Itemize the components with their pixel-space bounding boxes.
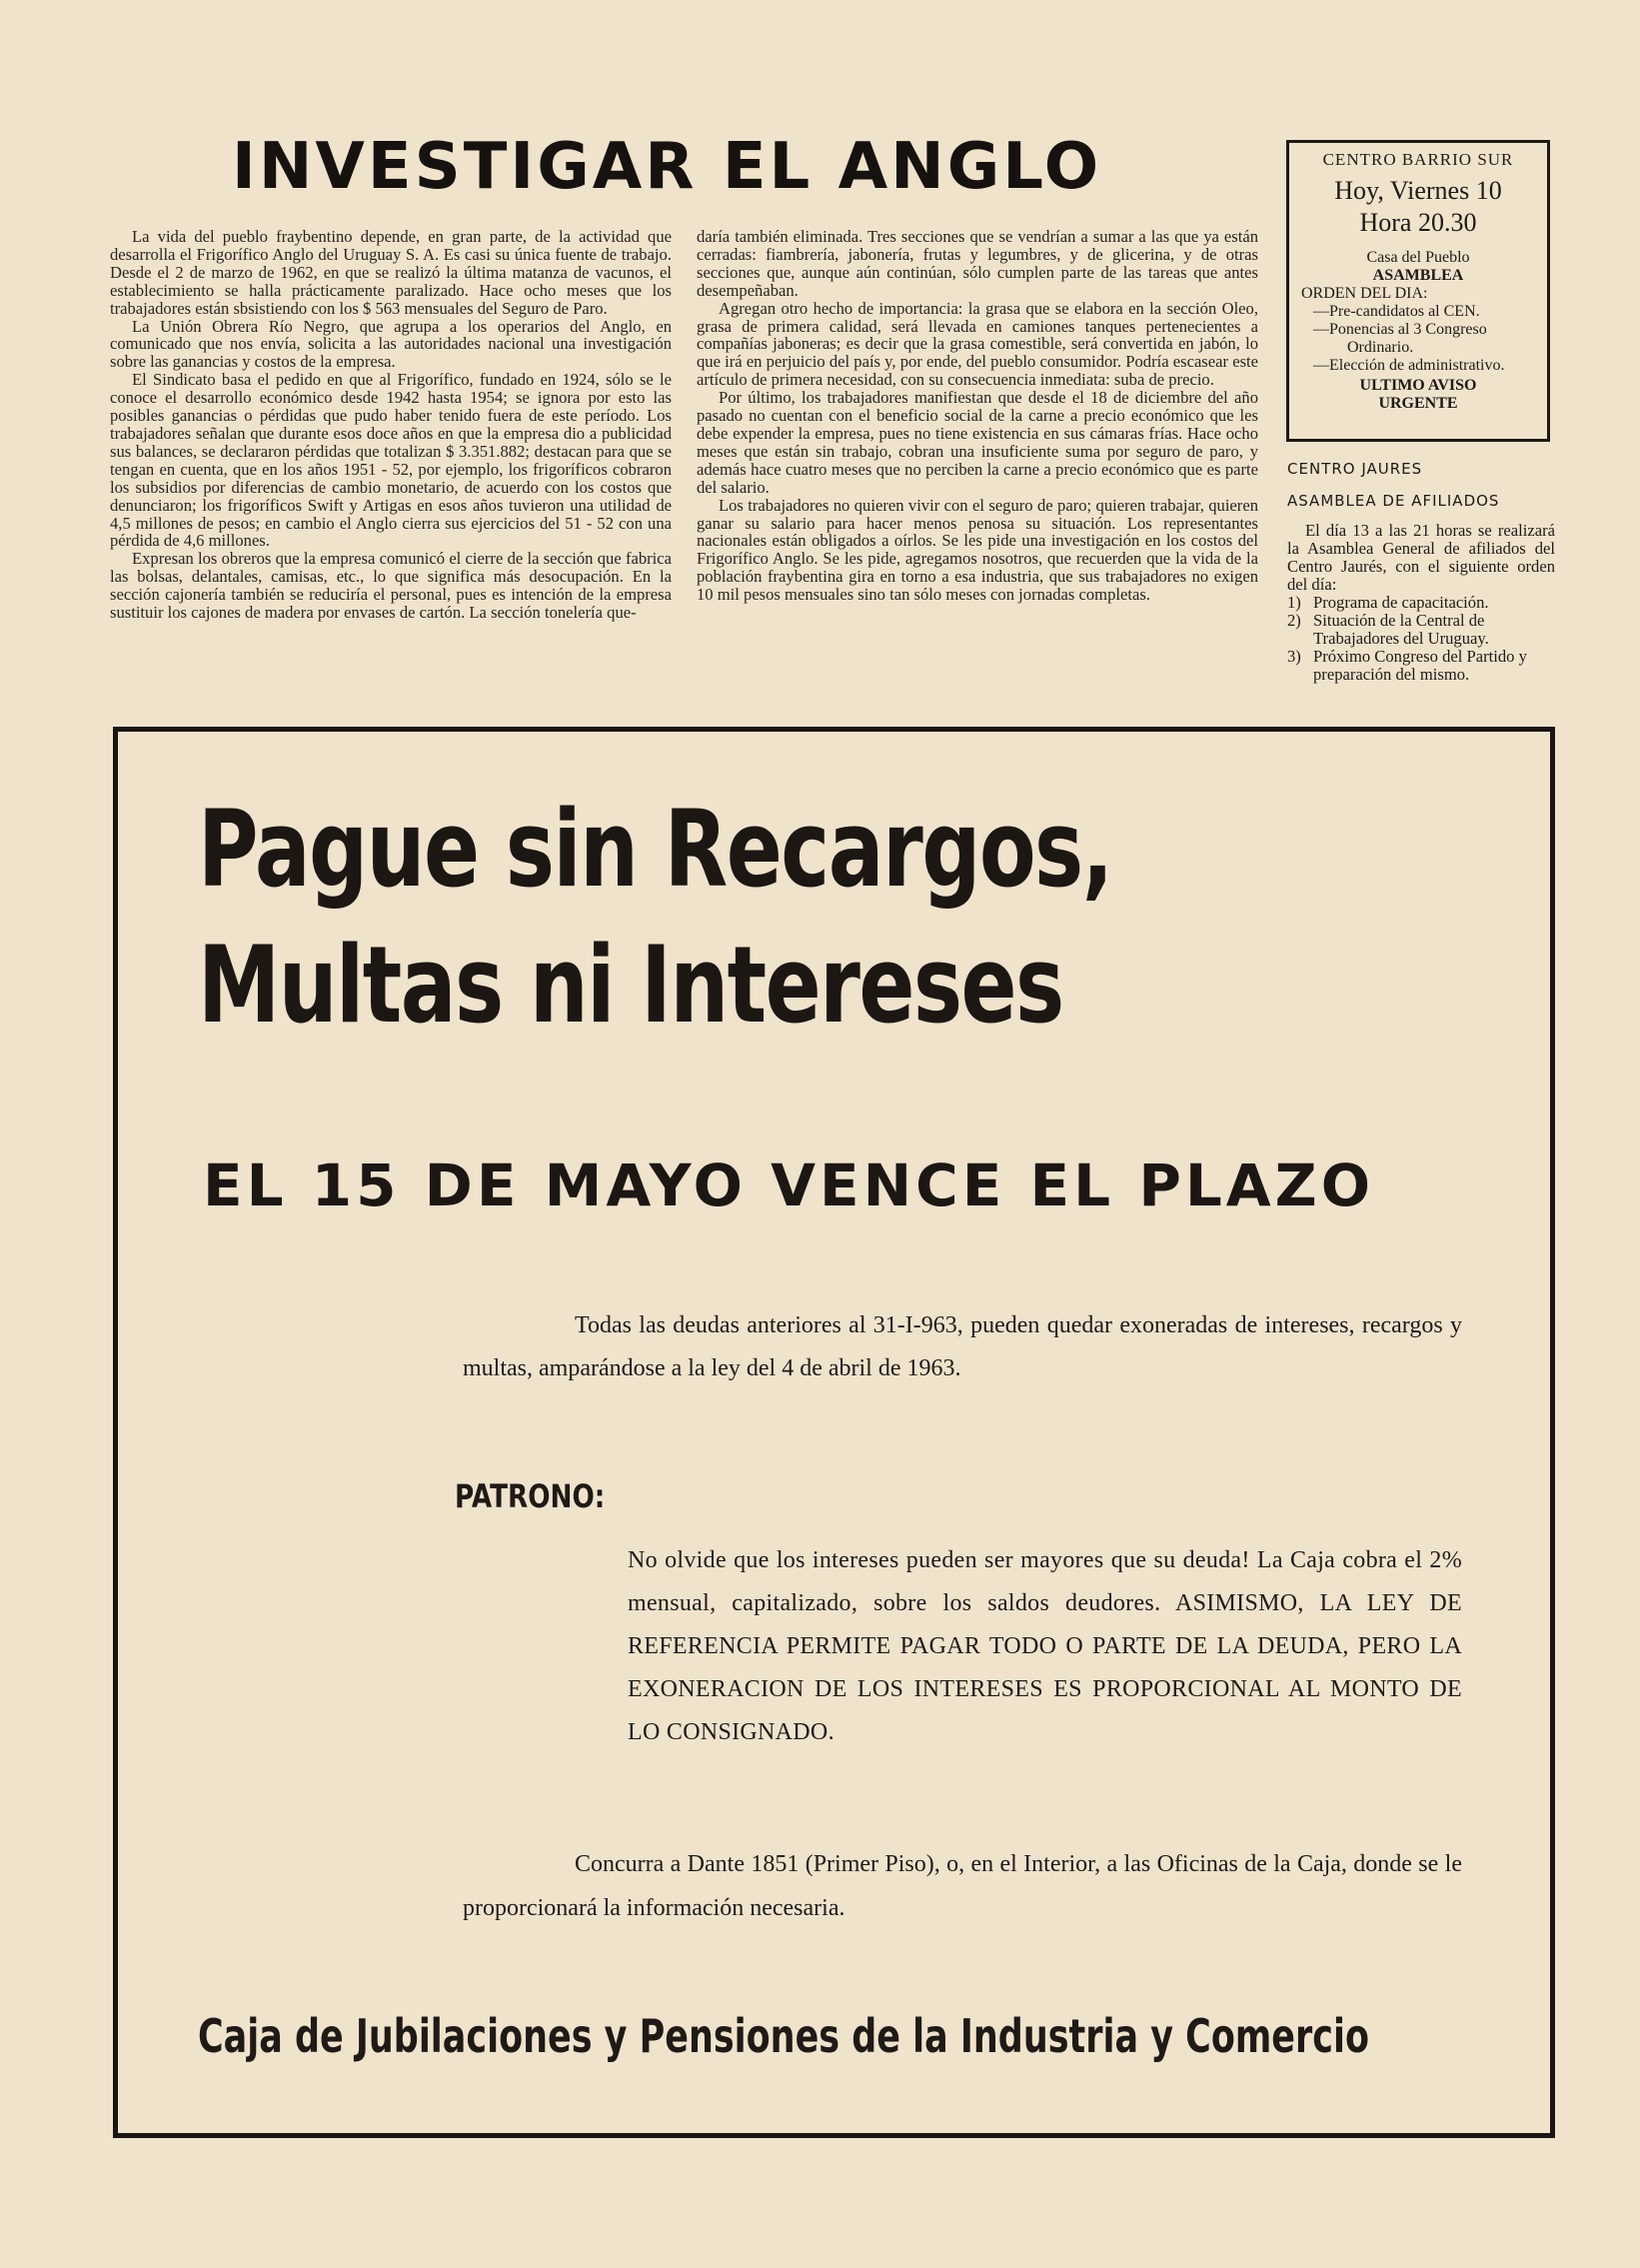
ad-paragraph-1: Todas las deudas anteriores al 31-I-963, pueden quedar exoneradas de intereses, recargos y multas, amparándose a la ley del 4 de abril de 1963. — [463, 1312, 1462, 1381]
article-paragraph: daría también eliminada. Tres secciones que se vendrían a sumar a las que ya están cerradas: fiambrería, jabonería, frutas y legumbres, y de glicerina, y de otras secciones que, aunque aún continúan, sólo cumplen parte de las tareas que antes desempeñaban. — [697, 227, 1258, 300]
article-paragraph: El Sindicato basa el pedido en que al Frigorífico, fundado en 1924, sólo se le conoce el desarrollo económico desde 1942 hasta 1954; se ignora por esto las posibles ganancias o pérdidas que pudo haber tenido fuera de este período. Los trabajadores señalan que durante esos doce años en que la empresa dio a publicidad sus balances, se declararon pérdidas que totalizan $ 3.351.882; destacan para que se tengan en cuenta, que en los años 1951 - 52, por ejemplo, los frigoríficos cobraron los subsidios por diferencias de cambio monetario, de acuerdo con los costos que denunciaron; los frigoríficos Swift y Artigas en esos años tuvieron una utilidad de 4,5 millones de pesos; en cambio el Anglo cierra sus ejercicios del 51 - 52 con una pérdida de 4,6 millones. — [110, 370, 672, 551]
jaures-subtitle: ASAMBLEA DE AFILIADOS — [1287, 492, 1500, 510]
notice-place: Casa del Pueblo — [1366, 249, 1470, 266]
centro-barrio-sur-notice — [1286, 140, 1550, 442]
ad-heading — [198, 782, 1112, 1054]
article-paragraph: La vida del pueblo fraybentino depende, en gran parte, de la actividad que desarrolla el Frigorífico Anglo del Uruguay S. A. Es casi su única fuente de trabajo. Desde el 2 de marzo de 1962, en que se realizó la última matanza de vacunos, el establecimiento se halla prácticamente paralizado. Hace ocho meses que los trabajadores están sbsistiendo con los $ 563 mensuales del Seguro de Paro. — [110, 227, 672, 318]
notice-last-call: ULTIMO AVISO — [1359, 377, 1477, 394]
item-text: Próximo Congreso del Partido y preparación del mismo. — [1313, 647, 1527, 684]
jaures-agenda-item — [1287, 612, 1555, 648]
item-text: Programa de capacitación. — [1313, 593, 1489, 612]
centro-jaures-notice — [1287, 460, 1555, 684]
jaures-agenda-item — [1287, 594, 1555, 612]
notice-event: ASAMBLEA — [1372, 267, 1464, 284]
article-paragraph: La Unión Obrera Río Negro, que agrupa a los operarios del Anglo, en comunicado que nos envía, solicita a las autoridades nacional una investigación sobre las ganancias y costos de la empresa. — [110, 316, 672, 372]
article-column-2 — [697, 228, 1258, 604]
jaures-agenda-item — [1287, 648, 1555, 684]
ad-patrono-label: PATRONO: — [455, 1477, 606, 1515]
article-column-1 — [110, 228, 672, 622]
ad-heading-line-1: Pague sin Recargos, — [198, 788, 1112, 911]
notice-agenda-item: —Elección de administrativo. — [1313, 357, 1505, 374]
ad-paragraph-2: No olvide que los intereses pueden ser mayores que su deuda! La Caja cobra el 2% mensual, capitalizado, sobre los saldos deudores. ASIMISMO, LA LEY DE REFERENCIA PERMITE PAGAR TODO O PARTE DE LA DEUDA, PERO LA EXONERACION DE LOS INTERESES ES PROPORCIONAL AL MONTO DE LO CONSIGNADO. — [628, 1547, 1462, 1745]
item-number: 3) — [1287, 647, 1301, 666]
ad-paragraph-3: Concurra a Dante 1851 (Primer Piso), o, en el Interior, a las Oficinas de la Caja, donde se le proporcionará la información necesaria. — [463, 1851, 1462, 1921]
notice-agenda-item: —Pre-candidatos al CEN. — [1313, 303, 1480, 320]
ad-deadline: EL 15 DE MAYO VENCE EL PLAZO — [203, 1151, 1375, 1219]
article-paragraph: Agregan otro hecho de importancia: la grasa que se elabora en la sección Oleo, grasa de primera calidad, será llevada en camiones tanques pertenecientes a compañías jaboneras; es decir que la grasa comestible, será convertida en jabón, lo que irá en perjuicio del país y, por ende, del pueblo consumidor. Podría escasear este artículo de primera necesidad, con su consecuencia inmediata: suba de precio. — [697, 298, 1258, 390]
notice-agenda-item: Ordinario. — [1347, 339, 1414, 356]
notice-title: CENTRO BARRIO SUR — [1322, 150, 1514, 169]
item-text: Situación de la Central de Trabajadores del Uruguay. — [1313, 611, 1489, 648]
notice-agenda-title: ORDEN DEL DIA: — [1301, 285, 1428, 302]
notice-date: Hoy, Viernes 10 — [1334, 176, 1502, 205]
jaures-intro: El día 13 a las 21 horas se realizará la Asamblea General de afiliados del Centro Jaurés, con el siguiente orden del día: — [1287, 521, 1555, 594]
notice-agenda-item: —Ponencias al 3 Congreso — [1313, 321, 1487, 338]
notice-urgent: URGENTE — [1378, 395, 1458, 412]
article-paragraph: Los trabajadores no quieren vivir con el seguro de paro; quieren trabajar, quieren ganar su salario para hacer menos penosa su situación. Los representantes nacionales están obligados a oírlos. Se les pide una investigación en los costos del Frigorífico Anglo. Se les pide, agregamos nosotros, que recuerden que la vida de la población fraybentina gira en torno a esa industria, que sus trabajadores no exigen 10 mil pesos mensuales sino tan sólo meses con jornadas completas. — [697, 495, 1258, 605]
ad-heading-line-2: Multas ni Intereses — [198, 924, 1063, 1047]
item-number: 2) — [1287, 611, 1301, 630]
article-paragraph: Por último, los trabajadores manifiestan que desde el 18 de diciembre del año pasado no cuentan con el beneficio social de la carne a precio económico que les debe expender la empresa, pues no tiene existencia en sus cámaras frías. Hace ocho meses que están sin trabajo, cobran una insuficiente suma por seguro de paro, y además hace cuatro meses que no perciben la carne a precio económico que es parte del salario. — [697, 388, 1258, 497]
article-paragraph: Expresan los obreros que la empresa comunicó el cierre de la sección que fabrica las bolsas, delantales, camisas, etc., lo que significa más desocupación. En la sección cajonería también se reduciría el personal, pues es intención de la empresa sustituir los cajones de madera por envases de cartón. La sección tonelería que- — [110, 549, 672, 623]
advertisement-box — [113, 727, 1555, 2138]
ad-footer-institution: Caja de Jubilaciones y Pensiones de la Industria y Comercio — [198, 2009, 1369, 2063]
item-number: 1) — [1287, 593, 1301, 612]
article-headline: INVESTIGAR EL ANGLO — [232, 130, 1102, 204]
jaures-title: CENTRO JAURES — [1287, 460, 1423, 478]
notice-time: Hora 20.30 — [1359, 208, 1477, 237]
